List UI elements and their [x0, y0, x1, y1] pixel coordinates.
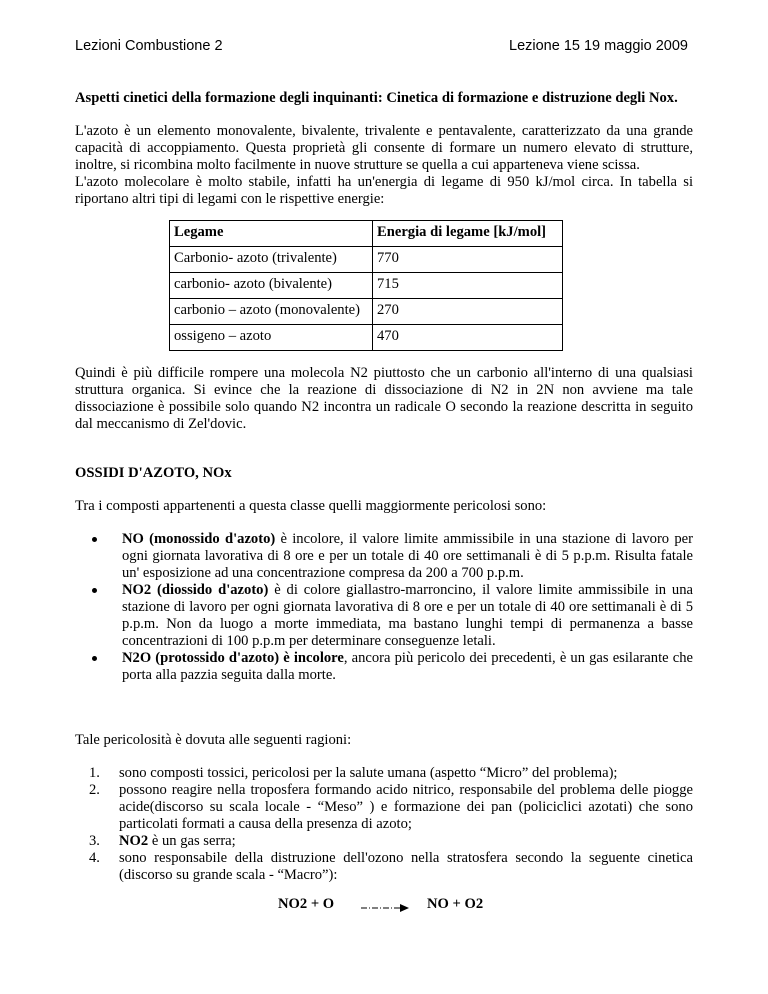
compound-name: NO (monossido d'azoto) — [122, 531, 276, 547]
table-cell: carbonio- azoto (bivalente) — [170, 273, 373, 299]
compounds-list — [75, 531, 693, 684]
compound-name: NO2 (diossido d'azoto) — [122, 582, 269, 598]
list-item — [122, 650, 693, 684]
list-item — [89, 782, 693, 833]
list-number: 3. — [89, 833, 100, 849]
table-row — [170, 325, 563, 351]
header-lesson-date: Lezione 15 19 maggio 2009 — [509, 38, 688, 54]
reason-text: è un gas serra; — [148, 833, 236, 849]
table-cell: ossigeno – azoto — [170, 325, 373, 351]
table-cell: 715 — [373, 273, 563, 299]
section-heading: OSSIDI D'AZOTO, NOx — [75, 465, 232, 481]
reaction-arrow-icon — [360, 900, 410, 912]
table-row — [170, 299, 563, 325]
table-row — [170, 247, 563, 273]
reason-text: sono composti tossici, pericolosi per la salute umana (aspetto “Micro” del problema); — [119, 765, 618, 781]
list-item — [89, 850, 693, 884]
list-item — [89, 765, 693, 782]
compound-description: è di colore giallastro-marroncino, il valore limite ammissibile in una stazione di lavoro per ogni giornata lavorativa di 8 ore e per un totale di 40 ore settimanali è di 5 p.p.m. Non da luogo a morte immediata, ma bastano lunghi tempi di permanenza a basse concentrazioni di 100 p.p.m per determinare conseguenze letali. — [122, 582, 693, 649]
compound-name: N2O (protossido d'azoto) è incolore — [122, 650, 344, 666]
reasons-list — [75, 765, 693, 884]
reason-text: sono responsabile della distruzione dell'ozono nella stratosfera secondo la seguente cinetica (discorso su grande scala - “Macro”): — [119, 850, 693, 883]
reaction-products: NO + O2 — [427, 896, 484, 912]
table-cell: carbonio – azoto (monovalente) — [170, 299, 373, 325]
bond-energy-table — [169, 220, 563, 351]
table-cell: 270 — [373, 299, 563, 325]
header-course-title: Lezioni Combustione 2 — [75, 38, 223, 54]
list-item — [89, 833, 693, 850]
bullet-icon — [92, 656, 97, 661]
table-header-cell: Energia di legame [kJ/mol] — [373, 221, 563, 247]
compound-description: è incolore, il valore limite ammissibile in una stazione di lavoro per ogni giornata lavorativa di 8 ore e per un totale di 40 ore settimanali è di 5 p.p.m. Risulta fatale un' esposizione ad una concentrazione compresa da 200 a 700 p.p.m. — [122, 531, 693, 581]
reaction-reactants: NO2 + O — [278, 896, 335, 912]
table-cell: 470 — [373, 325, 563, 351]
reason-text: possono reagire nella troposfera formando acido nitrico, responsabile del problema delle piogge acide(discorso su scala locale - “Meso” ) e formazione dei pan (policiclici azotati) che sono particolati formati a causa della presenza di azoto; — [119, 782, 693, 832]
table-cell: Carbonio- azoto (trivalente) — [170, 247, 373, 273]
table-header-cell: Legame — [170, 221, 373, 247]
document-body — [75, 90, 693, 916]
section-intro: Tra i composti appartenenti a questa classe quelli maggiormente pericolosi sono: — [75, 498, 547, 514]
table-header-row — [170, 221, 563, 247]
list-number: 2. — [89, 782, 100, 798]
list-number: 1. — [89, 765, 100, 781]
bullet-icon — [92, 588, 97, 593]
reaction-equation — [75, 896, 693, 916]
list-item — [122, 531, 693, 582]
list-number: 4. — [89, 850, 100, 866]
document-title: Aspetti cinetici della formazione degli inquinanti: Cinetica di formazione e distruzione degli Nox. — [75, 90, 678, 106]
compound-description: , ancora più pericolo dei precedenti, è un gas esilarante che porta alla pazzia seguita dalla morte. — [122, 650, 693, 683]
table-row — [170, 273, 563, 299]
intro-paragraph-1: L'azoto è un elemento monovalente, bivalente, trivalente e pentavalente, caratterizzato da una grande capacità di accoppiamento. Questa proprietà gli consente di formare un numero elevato di strutture, inoltre, si ricombina molto facilmente in nuove strutture se quella a cui apparteneva viene scissa. — [75, 123, 693, 173]
bullet-icon — [92, 537, 97, 542]
reasons-intro: Tale pericolosità è dovuta alle seguenti ragioni: — [75, 732, 352, 748]
intro-paragraph-2: L'azoto molecolare è molto stabile, infatti ha un'energia di legame di 950 kJ/mol circa. In tabella si riportano altri tipi di legami con le rispettive energie: — [75, 174, 693, 207]
reason-bold: NO2 — [119, 833, 149, 849]
table-cell: 770 — [373, 247, 563, 273]
after-table-paragraph: Quindi è più difficile rompere una molecola N2 piuttosto che un carbonio all'interno di una qualsiasi struttura organica. Si evince che la reazione di dissociazione di N2 in 2N non avviene ma tale dissociazione è possibile solo quando N2 incontra un radicale O secondo la reazione descritta in seguito dal meccanismo di Zel'dovic. — [75, 365, 693, 432]
list-item — [122, 582, 693, 650]
